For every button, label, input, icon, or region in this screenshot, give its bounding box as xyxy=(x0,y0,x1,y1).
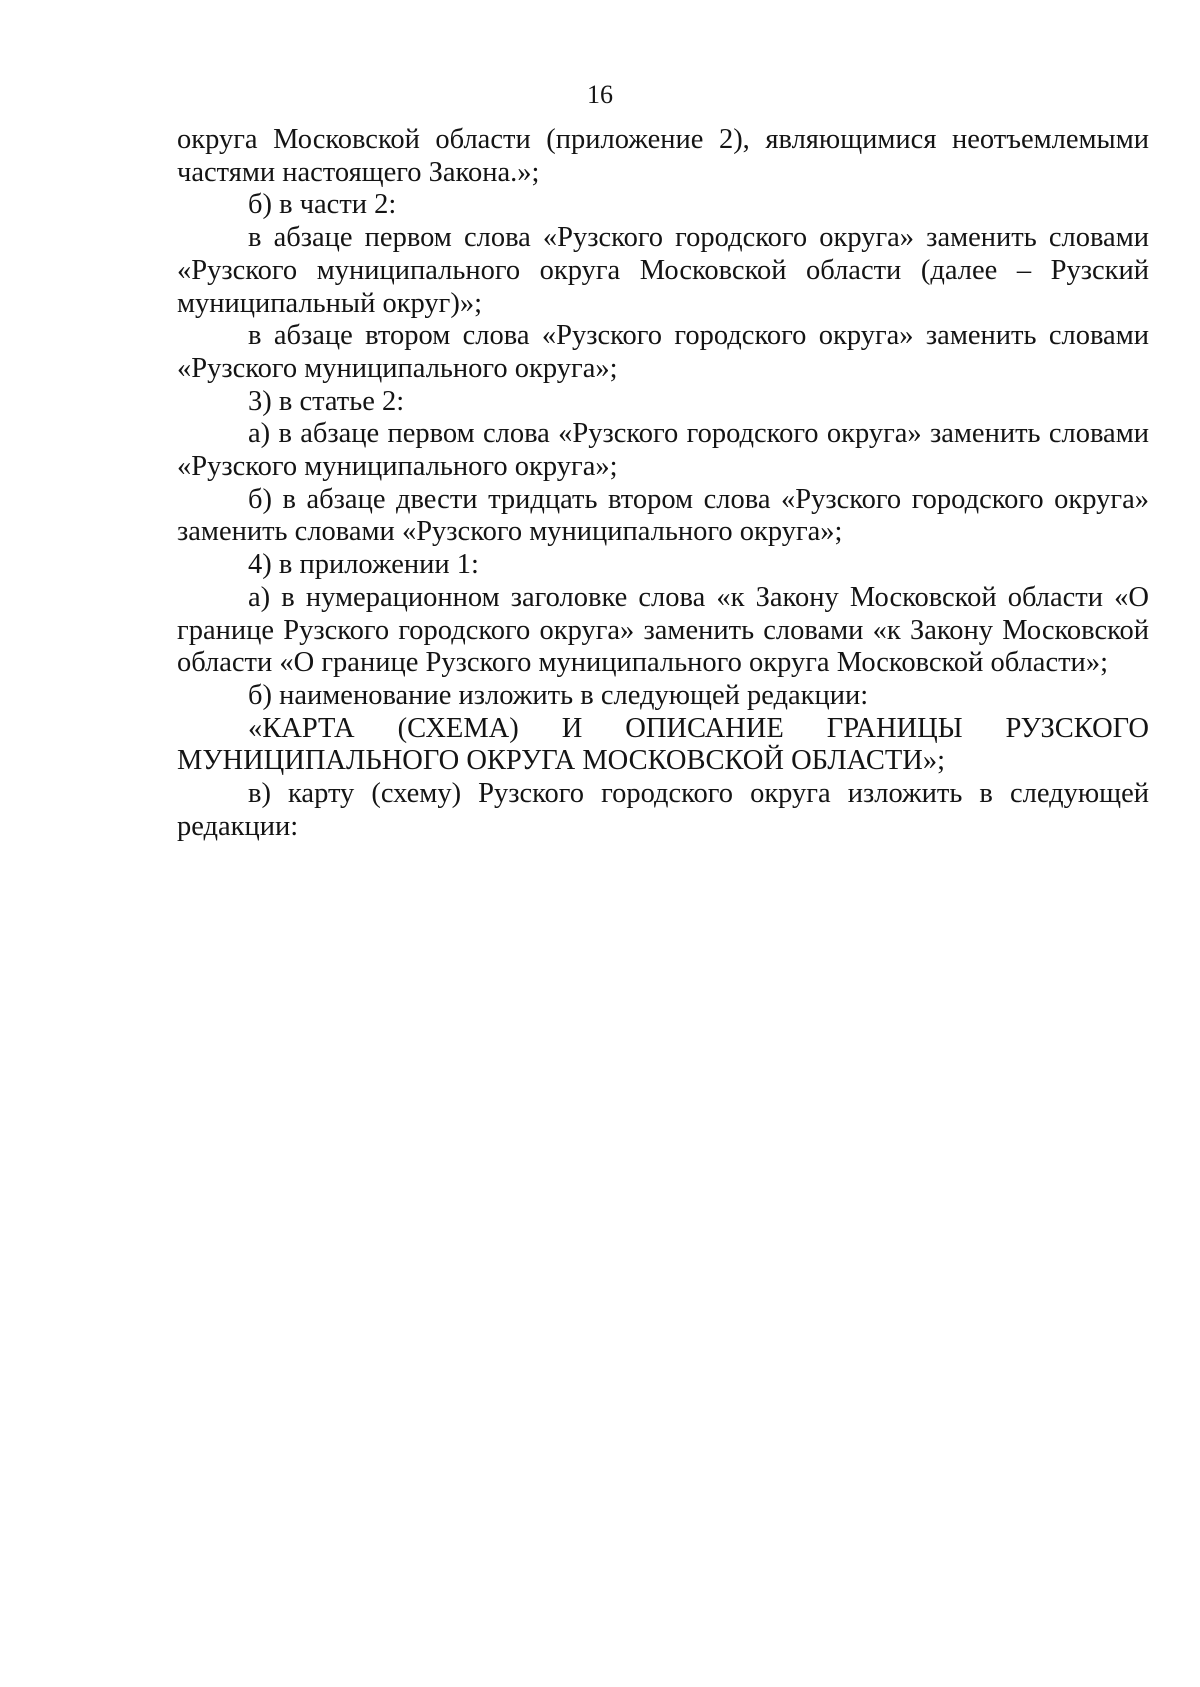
map-title-line: МУНИЦИПАЛЬНОГО ОКРУГА МОСКОВСКОЙ ОБЛАСТИ»; xyxy=(177,745,945,777)
paragraph: б) наименование изложить в следующей редакции: xyxy=(248,679,869,711)
paragraph: 4) в приложении 1: xyxy=(248,549,479,581)
paragraph: б) в абзаце двести тридцать втором слова «Рузского городского округа» заменить словами «Рузского муниципального округа»; xyxy=(177,483,1149,548)
paragraph: округа Московской области (приложение 2), являющимися неотъемлемыми частями настоящего Закона.»; xyxy=(177,124,1149,188)
paragraph: в) карту (схему) Рузского городского округа изложить в следующей редакции: xyxy=(177,778,1149,842)
paragraph: а) в абзаце первом слова «Рузского городского округа» заменить словами «Рузского муниципального округа»; xyxy=(177,418,1149,483)
document-body xyxy=(177,124,1149,843)
paragraph: б) в части 2: xyxy=(248,189,397,221)
paragraph: в абзаце втором слова «Рузского городского округа» заменить словами «Рузского муниципального округа»; xyxy=(177,320,1149,384)
paragraph: а) в нумерационном заголовке слова «к Закону Московской области «О границе Рузского городского округа» заменить словами «к Закону Московской области «О границе Рузского муниципального округа Московской области»; xyxy=(177,581,1149,679)
paragraph: 3) в статье 2: xyxy=(248,385,405,417)
map-title-line: «КАРТА (СХЕМА) И ОПИСАНИЕ ГРАНИЦЫ РУЗСКОГО xyxy=(248,712,1149,744)
paragraph: в абзаце первом слова «Рузского городского округа» заменить словами «Рузского муниципального округа Московской области (далее – Рузский муниципальный округ)»; xyxy=(177,222,1149,319)
page-number: 16 xyxy=(587,80,613,109)
